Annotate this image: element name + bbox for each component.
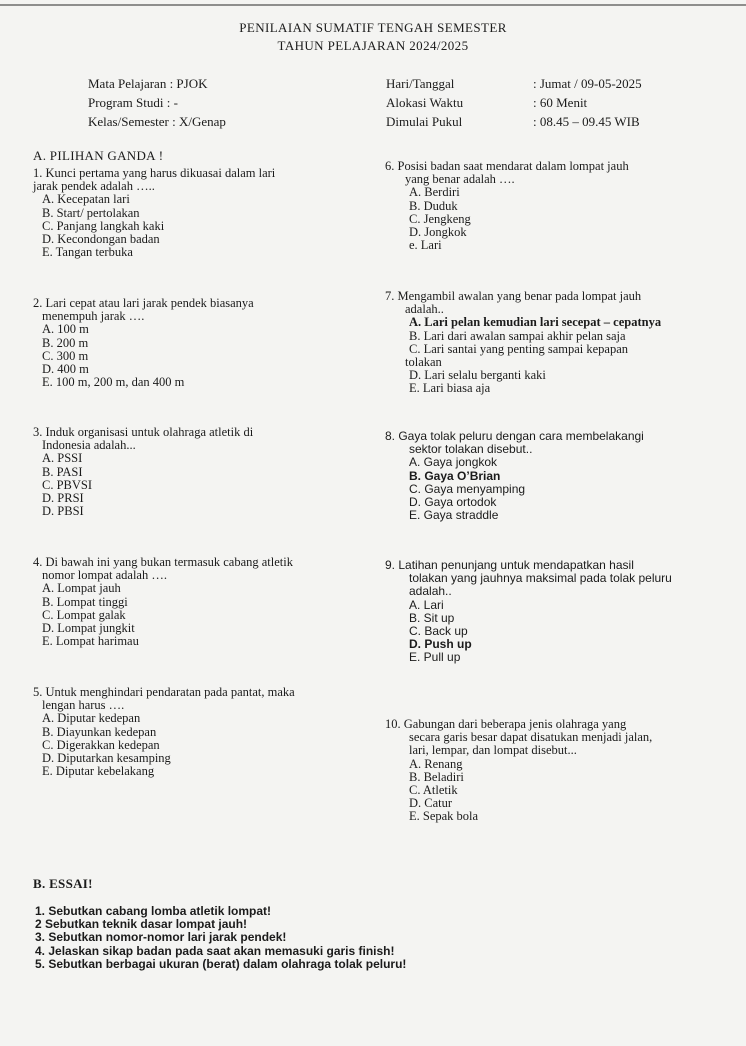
option-d: D. Kecondongan badan [42, 232, 160, 247]
question-2 [33, 297, 254, 389]
option-a: A. Diputar kedepan [42, 711, 141, 726]
option-a: A. Lari [409, 597, 444, 612]
question-stem: tolakan yang jauhnya maksimal pada tolak peluru [409, 571, 672, 586]
option-d: D. PRSI [42, 491, 84, 506]
option-a: A. Berdiri [409, 185, 460, 200]
option-c: C. Lompat galak [42, 607, 126, 622]
option-b: B. Start/ pertolakan [42, 205, 140, 220]
question-stem: lengan harus …. [42, 698, 125, 713]
option-d: D. 400 m [42, 362, 89, 377]
question-1 [33, 167, 275, 259]
option-e: E. Pull up [409, 650, 461, 665]
question-stem: sektor tolakan disebut.. [409, 442, 533, 457]
option-e: e. Lari [409, 238, 442, 253]
option-a: A. Lari pelan kemudian lari secepat – cepatnya [409, 315, 662, 330]
option-d: D. Jongkok [409, 225, 467, 240]
info-hari-value: : Jumat / 09-05-2025 [533, 76, 642, 91]
section-b-title: B. ESSAI! [33, 876, 93, 891]
option-d: D. Lompat jungkit [42, 621, 135, 636]
info-prodi: Program Studi : - [88, 95, 178, 110]
info-kelas: Kelas/Semester : X/Genap [88, 114, 226, 129]
question-8 [385, 430, 644, 522]
option-b: B. Diayunkan kedepan [42, 724, 157, 739]
question-7 [385, 290, 661, 396]
question-9 [385, 559, 672, 665]
question-stem: 2. Lari cepat atau lari jarak pendek biasanya [33, 296, 254, 310]
option-a: A. Gaya jongkok [409, 455, 498, 470]
question-stem: adalah.. [405, 302, 444, 317]
essay-item-5: 5. Sebutkan berbagai ukuran (berat) dalam olahraga tolak peluru! [35, 956, 407, 971]
option-e: E. Tangan terbuka [42, 245, 133, 260]
essay-item-1: 1. Sebutkan cabang lomba atletik lompat! [35, 904, 272, 918]
question-stem: 4. Di bawah ini yang bukan termasuk cabang atletik [33, 555, 293, 569]
question-stem: nomor lompat adalah …. [42, 568, 167, 583]
option-d: D. Catur [409, 796, 453, 811]
option-b: B. Beladiri [409, 769, 464, 784]
question-stem: 6. Posisi badan saat mendarat dalam lompat jauh [385, 159, 629, 173]
option-b: B. Duduk [409, 198, 458, 213]
info-mulai-label: Dimulai Pukul [386, 114, 463, 129]
option-d: D. Push up [409, 637, 472, 652]
option-e: D. PBSI [42, 504, 84, 519]
question-stem: adalah.. [409, 584, 452, 599]
question-5 [33, 686, 295, 778]
question-stem: 9. Latihan penunjang untuk mendapatkan hasil [385, 558, 634, 572]
info-mapel: Mata Pelajaran : PJOK [88, 76, 208, 91]
info-hari-label: Hari/Tanggal [386, 76, 455, 91]
option-c: C. 300 m [42, 348, 89, 363]
question-10 [385, 718, 652, 824]
option-b: B. Lari dari awalan sampai akhir pelan saja [409, 328, 626, 343]
question-6 [385, 160, 629, 252]
question-stem: 10. Gabungan dari beberapa jenis olahraga yang [385, 717, 627, 731]
exam-year: TAHUN PELAJARAN 2024/2025 [277, 38, 469, 53]
option-e: E. Lompat harimau [42, 634, 139, 649]
option-e: E. Diputar kebelakang [42, 764, 155, 779]
question-3 [33, 426, 253, 518]
option-d: D. Lari selalu berganti kaki [409, 368, 546, 383]
option-d: D. Diputarkan kesamping [42, 751, 171, 766]
option-c: C. Lari santai yang penting sampai kepapan [409, 341, 629, 356]
option-e: E. Lari biasa aja [409, 381, 491, 396]
option-a: A. Lompat jauh [42, 581, 121, 596]
exam-title: PENILAIAN SUMATIF TENGAH SEMESTER [239, 20, 507, 35]
question-stem: 1. Kunci pertama yang harus dikuasai dalam lari [33, 166, 276, 180]
option-c: C. Panjang langkah kaki [42, 218, 165, 233]
question-stem: 3. Induk organisasi untuk olahraga atletik di [33, 425, 254, 439]
option-e: E. Sepak bola [409, 809, 479, 824]
question-stem: 5. Untuk menghindari pendaratan pada pantat, maka [33, 685, 295, 699]
option-e: E. Gaya straddle [409, 508, 499, 523]
option-d: D. Gaya ortodok [409, 495, 497, 510]
option-c: C. PBVSI [42, 477, 93, 492]
essay-item-2: 2 Sebutkan teknik dasar lompat jauh! [35, 917, 248, 932]
question-4 [33, 556, 293, 648]
option-b: B. 200 m [42, 335, 89, 350]
option-a: A. Kecepatan lari [42, 192, 130, 207]
top-border-line [0, 4, 746, 6]
question-stem: menempuh jarak …. [42, 309, 145, 324]
option-c: C. Atletik [409, 783, 458, 798]
question-stem: lari, lempar, dan lompat disebut... [409, 743, 577, 758]
info-waktu-value: : 60 Menit [533, 95, 588, 110]
option-b: B. Sit up [409, 610, 455, 625]
info-waktu-label: Alokasi Waktu [386, 95, 464, 110]
question-stem: yang benar adalah …. [405, 172, 515, 187]
option-e: E. 100 m, 200 m, dan 400 m [42, 375, 185, 390]
question-stem: secara garis besar dapat disatukan menjadi jalan, [409, 730, 653, 745]
essay-item-3: 3. Sebutkan nomor-nomor lari jarak pendek! [35, 930, 287, 945]
option-c: C. Digerakkan kedepan [42, 737, 160, 752]
option-b: B. PASI [42, 464, 83, 479]
option-c: C. Gaya menyamping [409, 481, 526, 496]
option-b: B. Lompat tinggi [42, 594, 128, 609]
option-a: A. 100 m [42, 322, 89, 337]
question-stem: 8. Gaya tolak peluru dengan cara membelakangi [385, 429, 644, 443]
section-a-title: A. PILIHAN GANDA ! [33, 148, 164, 163]
question-stem: Indonesia adalah... [42, 438, 136, 453]
option-c: C. Jengkeng [409, 211, 471, 226]
essay-item-4: 4. Jelaskan sikap badan pada saat akan memasuki garis finish! [35, 943, 395, 958]
info-mulai-value: : 08.45 – 09.45 WIB [533, 114, 640, 129]
option-c: C. Back up [409, 624, 468, 639]
option-c-continued: tolakan [405, 355, 442, 370]
essay-list [35, 905, 406, 971]
option-a: A. Renang [409, 756, 463, 771]
question-stem: jarak pendek adalah ….. [33, 179, 155, 194]
question-stem: 7. Mengambil awalan yang benar pada lompat jauh [385, 289, 642, 303]
option-b: B. Gaya O’Brian [409, 468, 501, 483]
option-a: A. PSSI [42, 451, 83, 466]
